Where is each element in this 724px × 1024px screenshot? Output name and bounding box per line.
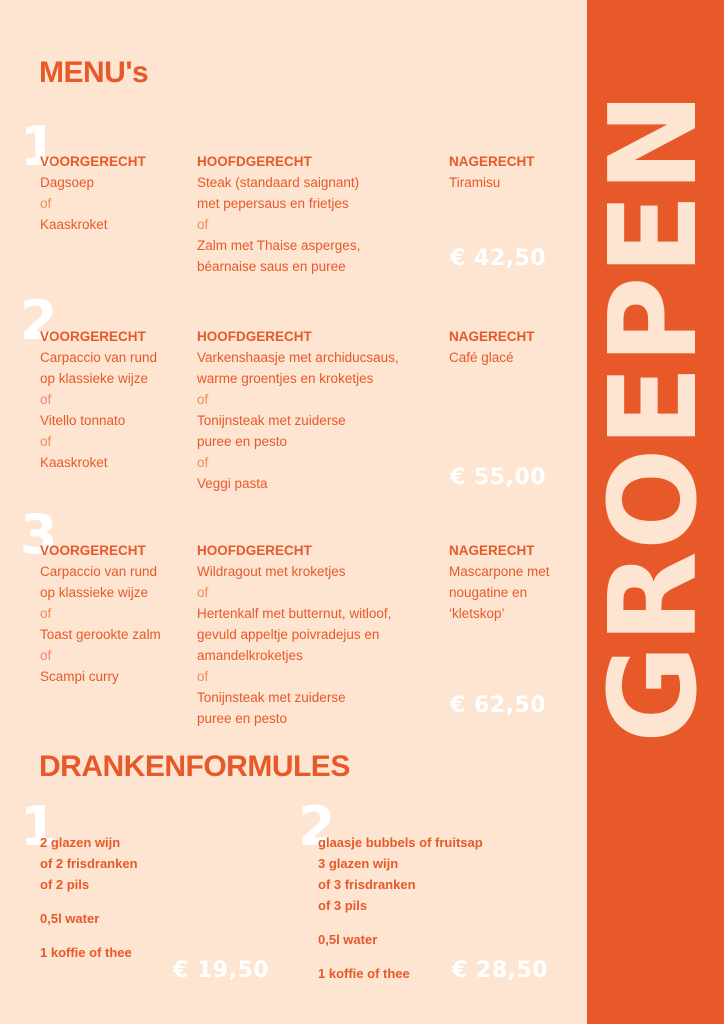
dessert-item: nougatine en <box>449 585 528 600</box>
drink-line: of 2 pils <box>40 877 90 892</box>
starter-heading: VOORGERECHT <box>40 543 146 558</box>
or-separator: of <box>40 606 52 621</box>
drink-1-number: 1 <box>20 795 58 858</box>
drink-1-price: € 19,50 <box>173 958 270 983</box>
drink-2-price: € 28,50 <box>452 958 549 983</box>
main-heading: HOOFDGERECHT <box>197 154 312 169</box>
main-item: Varkenshaasje met archiducsaus, <box>197 350 399 365</box>
menu-3-main <box>197 540 391 729</box>
drink-2-number: 2 <box>298 795 336 858</box>
dessert-item: Tiramisu <box>449 175 501 190</box>
main-heading: HOOFDGERECHT <box>197 329 312 344</box>
starter-item: Carpaccio van rund <box>40 350 158 365</box>
drink-line: glaasje bubbels of fruitsap <box>318 835 483 850</box>
main-item: Tonijnsteak met zuiderse <box>197 690 346 705</box>
main-item: Tonijnsteak met zuiderse <box>197 413 346 428</box>
drink-line: of 2 frisdranken <box>40 856 138 871</box>
side-title: GROEPEN <box>585 90 724 744</box>
main-item: warme groentjes en kroketjes <box>197 371 374 386</box>
starter-item: Vitello tonnato <box>40 413 126 428</box>
menu-2-starter <box>40 326 157 473</box>
drink-line: 2 glazen wijn <box>40 835 121 850</box>
or-separator: of <box>40 648 52 663</box>
or-separator: of <box>40 196 52 211</box>
main-item: gevuld appeltje poivradejus en <box>197 627 380 642</box>
menu-2-main <box>197 326 399 494</box>
main-heading: HOOFDGERECHT <box>197 543 312 558</box>
dessert-item: Mascarpone met <box>449 564 550 579</box>
drink-line: of 3 frisdranken <box>318 877 416 892</box>
starter-item: Scampi curry <box>40 669 119 684</box>
main-item: Wildragout met kroketjes <box>197 564 346 579</box>
menu-1-starter <box>40 151 146 235</box>
or-separator: of <box>197 392 209 407</box>
menu-3-dessert <box>449 540 550 624</box>
drink-line: of 3 pils <box>318 898 368 913</box>
or-separator: of <box>197 585 209 600</box>
starter-item: Carpaccio van rund <box>40 564 158 579</box>
starter-item: Dagsoep <box>40 175 95 190</box>
starter-item: Kaaskroket <box>40 455 108 470</box>
drink-line: 0,5l water <box>40 911 100 926</box>
drinks-title: DRANKENFORMULES <box>39 750 350 783</box>
starter-item: Kaaskroket <box>40 217 108 232</box>
menu-1-number: 1 <box>20 115 58 178</box>
dessert-heading: NAGERECHT <box>449 543 535 558</box>
menu-1-price: € 42,50 <box>450 246 547 271</box>
starter-item: op klassieke wijze <box>40 371 149 386</box>
menu-2-price: € 55,00 <box>450 465 547 490</box>
main-item: Zalm met Thaise asperges, <box>197 238 361 253</box>
dessert-heading: NAGERECHT <box>449 154 535 169</box>
or-separator: of <box>197 669 209 684</box>
starter-heading: VOORGERECHT <box>40 329 146 344</box>
main-item: Hertenkalf met butternut, witloof, <box>197 606 392 621</box>
menu-3-number: 3 <box>20 503 58 566</box>
or-separator: of <box>197 217 209 232</box>
main-item: amandelkroketjes <box>197 648 303 663</box>
drink-line: 3 glazen wijn <box>318 856 399 871</box>
dessert-item: Café glacé <box>449 350 514 365</box>
menu-3-price: € 62,50 <box>450 693 547 718</box>
dessert-item: ‘kletskop’ <box>449 606 505 621</box>
main-item: Veggi pasta <box>197 476 268 491</box>
drink-1-formula <box>40 832 138 963</box>
or-separator: of <box>197 455 209 470</box>
drink-line: 1 koffie of thee <box>40 945 132 960</box>
menu-2-dessert <box>449 326 535 368</box>
starter-item: op klassieke wijze <box>40 585 149 600</box>
main-item: béarnaise saus en puree <box>197 259 346 274</box>
starter-item: Toast gerookte zalm <box>40 627 161 642</box>
drink-line: 0,5l water <box>318 932 378 947</box>
menu-2-number: 2 <box>20 289 58 352</box>
menus-title: MENU's <box>39 56 149 89</box>
main-item: puree en pesto <box>197 434 288 449</box>
menu-1-main <box>197 151 360 277</box>
main-item: met pepersaus en frietjes <box>197 196 349 211</box>
main-item: puree en pesto <box>197 711 288 726</box>
menu-1-dessert <box>449 151 535 193</box>
main-item: Steak (standaard saignant) <box>197 175 360 190</box>
dessert-heading: NAGERECHT <box>449 329 535 344</box>
menu-3-starter <box>40 540 161 687</box>
or-separator: of <box>40 434 52 449</box>
or-separator: of <box>40 392 52 407</box>
drink-line: 1 koffie of thee <box>318 966 410 981</box>
starter-heading: VOORGERECHT <box>40 154 146 169</box>
